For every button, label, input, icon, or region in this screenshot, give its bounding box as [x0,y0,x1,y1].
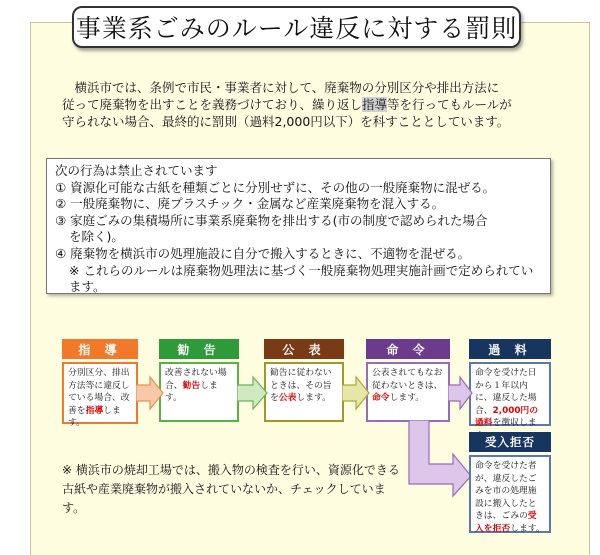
page-title: 事業系ごみのルール違反に対する罰則 [72,6,521,48]
inspection-footnote: ※ 横浜市の焼却工場では、搬入物の検査を行い、資源化できる古紙や産業廃棄物が搬入されていないか、チェックしています。 [62,463,400,515]
intro-line: 横浜市では、条例で市民・事業者に対して、廃棄物の分別区分や排出方法に [74,80,500,95]
prohibited-note: ※ これらのルールは廃棄物処理法に基づく一般廃棄物処理実施計画で定められています。 [69,262,534,295]
stage-body-fine: 命令を受けた日から１年以内に、違反した場合、2,000円の過料を徴収しま [469,362,551,426]
arrow-down-right-icon [403,420,473,498]
stage-header-order: 命 令 [366,339,450,359]
refusal-body: 命令を受けた者が、違反したごみを市の処理施設に搬入したときは、ごみの受入を拒否します。 [469,455,551,533]
stage-body-order: 公表されてもなお従わないときは、命令します。 [366,362,450,422]
arrow-right-icon [448,375,473,411]
prohibited-heading: 次の行為は禁止されています [55,163,218,178]
stage-header-fine: 過 料 [469,339,551,359]
prohibited-item: ① 資源化可能な古紙を種類ごとに分別せずに、その他の一般廃棄物に混ぜる。 [55,179,496,195]
intro-line: 守られない場合、最終的に罰則（過料2,000円以下）を科すこととしています。 [62,114,510,129]
arrow-right-icon [237,375,268,411]
prohibited-item: ④ 廃棄物を横浜市の処理施設に自分で搬入するときに、不適物を混ぜる。 [55,245,471,261]
stage-header-recommendation: 勧 告 [159,339,239,359]
refusal-header: 受入拒否 [469,432,551,452]
highlighted-word: 指導 [362,97,388,112]
intro-paragraph [62,79,542,130]
intro-line: 従って廃棄物を出すことを義務づけており、繰り返し指導等を行ってもルールが [62,97,512,112]
stage-header-guidance: 指 導 [62,339,138,359]
arrow-right-icon [342,375,370,411]
prohibited-acts-box [46,158,551,294]
arrow-right-icon [136,375,164,411]
prohibited-item: ③ 家庭ごみの集積場所に事業系廃棄物を排出する(市の制度で認められた場合 [55,212,488,228]
prohibited-item: ② 一般廃棄物に、廃プラスチック・金属など産業廃棄物を混入する。 [55,196,445,212]
stage-header-publication: 公 表 [264,339,344,359]
stage-body-publication: 勧告に従わないときは、その旨を公表します。 [264,362,344,422]
stage-body-recommendation: 改善されない場合、勧告します。 [159,362,239,422]
prohibited-item: を除く)。 [69,229,124,245]
stage-body-guidance: 分別区分、排出方法等に違反している場合、改善を指導します。 [62,362,138,424]
